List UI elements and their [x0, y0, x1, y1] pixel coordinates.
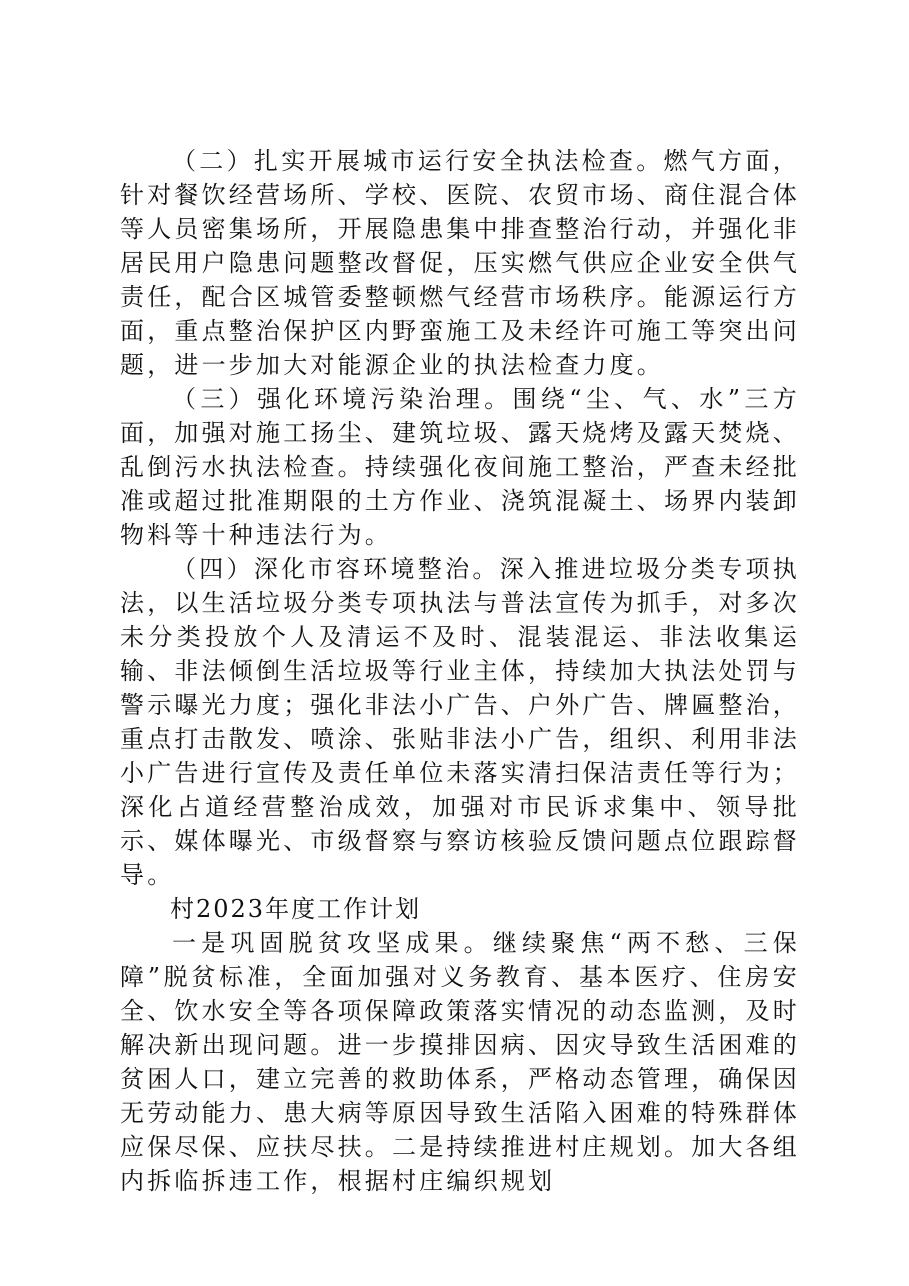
- paragraph-pollution-control: （三）强化环境污染治理。围绕“尘、气、水”三方面，加强对施工扬尘、建筑垃圾、露天烧烤及露天焚烧、乱倒污水执法检查。持续强化夜间施工整治，严查未经批准或超过批准期限的土方作业、浇筑混凝土、场界内装卸物料等十种违法行为。: [120, 385, 800, 549]
- paragraph-safety-enforcement: （二）扎实开展城市运行安全执法检查。燃气方面，针对餐饮经营场所、学校、医院、农贸市场、商住混合体等人员密集场所，开展隐患集中排查整治行动，并强化非居民用户隐患问题整改督促，压实燃气供应企业安全供气责任，配合区城管委整顿燃气经营市场秩序。能源运行方面，重点整治保护区内野蛮施工及未经许可施工等突出问题，进一步加大对能源企业的执法检查力度。: [120, 147, 800, 379]
- section-heading: 村2023年度工作计划: [170, 895, 422, 923]
- document-body: [120, 144, 800, 1198]
- paragraph-city-appearance: （四）深化市容环境整治。深入推进垃圾分类专项执法，以生活垃圾分类专项执法与普法宣传为抓手，对多次未分类投放个人及清运不及时、混装混运、非法收集运输、非法倾倒生活垃圾等行业主体，持续加大执法处罚与警示曝光力度；强化非法小广告、户外广告、牌匾整治，重点打击散发、喷涂、张贴非法小广告，组织、利用非法小广告进行宣传及责任单位未落实清扫保洁责任等行为；深化占道经营整治成效，加强对市民诉求集中、领导批示、媒体曝光、市级督察与察访核验反馈问题点位跟踪督导。: [120, 555, 800, 889]
- paragraph-village-plan: 一是巩固脱贫攻坚成果。继续聚焦“两不愁、三保障”脱贫标准，全面加强对义务教育、基本医疗、住房安全、饮水安全等各项保障政策落实情况的动态监测，及时解决新出现问题。进一步摸排因病、因灾导致生活困难的贫困人口，建立完善的救助体系，严格动态管理，确保因无劳动能力、患大病等原因导致生活陷入困难的特殊群体应保尽保、应扶尽扶。二是持续推进村庄规划。加大各组内拆临拆违工作，根据村庄编织规划: [120, 929, 800, 1195]
